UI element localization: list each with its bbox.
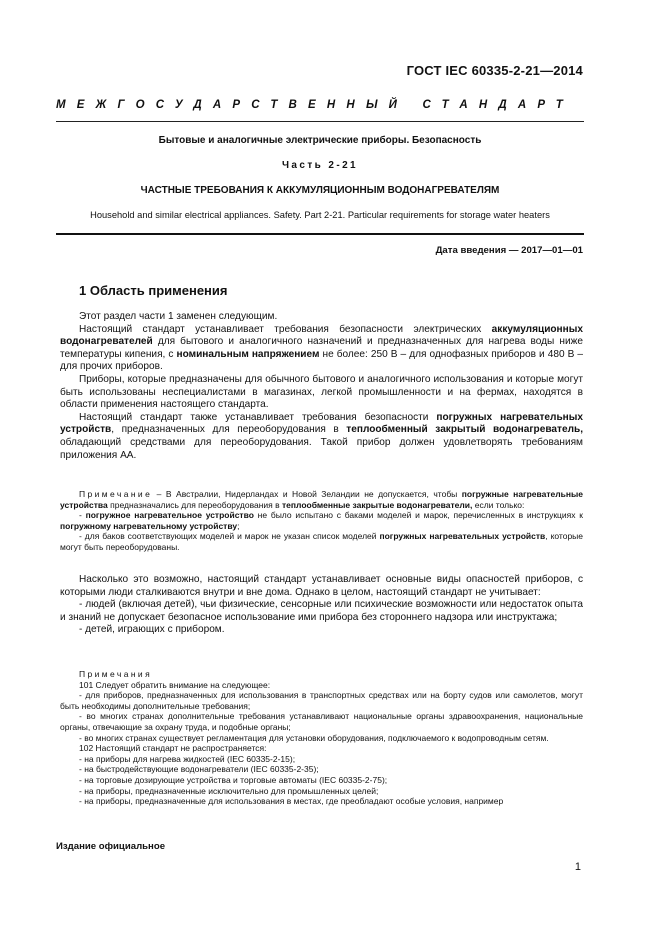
general-title: Бытовые и аналогичные электрические приборы. Безопасность [158, 135, 482, 146]
term-bold: погружных нагревательных устройств [60, 411, 583, 436]
text-run: - для баков соответствующих моделей и марок не указан список моделей [79, 531, 380, 542]
title-rule [56, 233, 584, 235]
term-bold: погружные нагревательные устройства [60, 489, 583, 510]
text-run: обладающий средствами для переоборудования. Такой прибор должен удовлетворять требованиям приложения АА. [60, 436, 583, 461]
text-run: Настоящий стандарт устанавливает требования безопасности электрических [79, 323, 492, 335]
hazards-paragraph-2: - людей (включая детей), чьи физические, сенсорные или психические возможности или недостаток опыта и знаний не допускает безопасное использование ими прибора без стороннего надзора или инструктажа; [60, 599, 583, 623]
notes-label: Примечания [79, 669, 153, 679]
paragraph-4 [60, 412, 583, 462]
introduction-date [436, 245, 583, 256]
term-bold: погружному нагревательному устройству [60, 520, 238, 531]
notes-item: - на приборы, предназначенные исключительно для промышленных целей; [79, 785, 379, 796]
scope-paragraphs [60, 311, 583, 462]
section-title: 1 Область применения [79, 283, 228, 298]
text-run: предназначались для переоборудования в [107, 499, 283, 510]
notes-item: - во многих странах существует регламентация для установки оборудования, подключаемого к водопроводным сетям. [79, 732, 549, 743]
notes-item: - на приборы для нагрева жидкостей (IEC 60335-2-15); [79, 753, 296, 764]
text-run: для бытового и аналогичного назначений и предназначенных для нагрева воды ниже температуры кипения, с [60, 336, 583, 360]
notes-item: - на быстродействующие водонагреватели (IEC 60335-2-35); [79, 764, 319, 775]
part-number: Часть 2-21 [282, 160, 358, 171]
term-bold: теплообменный закрытый водонагреватель, [346, 424, 583, 436]
official-edition-label: Издание официальное [56, 841, 166, 852]
introduction-date-value: — 2017—01—01 [508, 245, 583, 256]
term-bold: аккумуляционных водонагревателей [60, 323, 583, 348]
interstate-standard-heading: МЕЖГОСУДАРСТВЕННЫЙ СТАНДАРТ [56, 99, 575, 111]
particular-title: ЧАСТНЫЕ ТРЕБОВАНИЯ К АККУМУЛЯЦИОННЫМ ВОДОНАГРЕВАТЕЛЯМ [140, 185, 500, 196]
note-line-2 [60, 510, 583, 531]
paragraph-1: Этот раздел части 1 заменен следующим. [79, 311, 278, 322]
text-run: не более: 250 В – для однофазных приборов и 480 В – для прочих приборов. [60, 348, 584, 373]
term-bold: теплообменные закрытые водонагреватели, [282, 499, 473, 510]
hazards-paragraphs [60, 574, 583, 637]
hazards-paragraph-1: Насколько это возможно, настоящий стандарт устанавливает основные виды опасностей приборов, с которыми люди сталкиваются внутри и вне дома. Однако в целом, настоящий стандарт не учитывает: [60, 574, 583, 598]
notes-item: 101 Следует обратить внимание на следующее: [79, 679, 271, 690]
notes-item: - на приборы, предназначенные для использования в местах, где преобладают особые условия, например [79, 796, 504, 807]
term-bold: номинальным напряжением [176, 348, 320, 360]
english-title: Household and similar electrical appliances. Safety. Part 2-21. Particular requirements for storage water heaters [90, 210, 550, 220]
notes-item: - для приборов, предназначенных для использования в транспортных средствах или на борту судов или самолетов, могут быть необходимы дополнительные требования; [60, 690, 583, 711]
note-line-1 [60, 489, 583, 510]
hazards-paragraph-3: - детей, играющих с прибором. [79, 624, 225, 636]
text-run: – В Австралии, Нидерландах и Новой Зеландии не допускается, чтобы [152, 489, 462, 499]
note-label: Примечание [79, 489, 153, 499]
text-run: не было испытано с баками моделей и марок, перечисленных в инструкциях к [253, 510, 583, 521]
text-run: если только: [472, 499, 525, 510]
standard-designation: ГОСТ IEC 60335-2-21—2014 [406, 63, 583, 78]
text-run: , которые могут быть переоборудованы. [60, 531, 584, 552]
term-bold: погружное нагревательное устройство [85, 510, 254, 521]
note-line-3 [60, 531, 583, 552]
note-australia [60, 489, 583, 553]
header-rule [56, 121, 584, 122]
page-number: 1 [574, 861, 581, 873]
paragraph-3: Приборы, которые предназначены для обычного бытового и аналогичного использования и которые могут быть использованы неспециалистами в магазинах, легкой промышленности и на фермах, находятся в области применения настоящего стандарта. [60, 373, 583, 411]
notes-item: - во многих странах дополнительные требования устанавливают национальные органы здравоохранения, национальные органы, отвечающие за охрану труда, и подобные органы; [60, 711, 583, 732]
text-run: - [79, 510, 86, 521]
notes-item: 102 Настоящий стандарт не распространяется: [79, 743, 267, 754]
paragraph-2 [60, 324, 583, 374]
text-run: , предназначенных для переоборудования в [111, 424, 347, 436]
term-bold: погружных нагревательных устройств [379, 531, 546, 542]
notes-item: - на торговые дозирующие устройства и торговые автоматы (IEC 60335-2-75); [79, 774, 388, 785]
introduction-label: Дата введения [435, 245, 507, 256]
text-run: ; [237, 520, 240, 531]
text-run: Настоящий стандарт также устанавливает требования безопасности [79, 411, 437, 423]
notes-block [60, 669, 583, 807]
